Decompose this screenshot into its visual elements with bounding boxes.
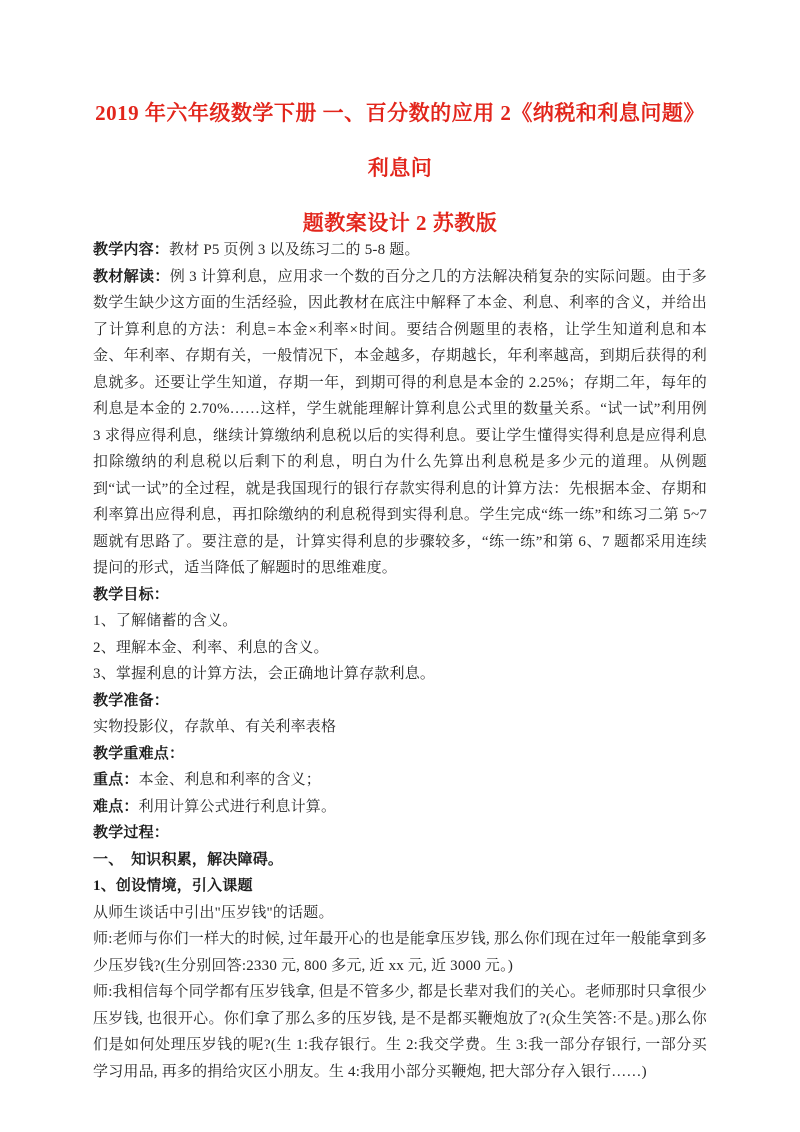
paragraph	[93, 741, 707, 768]
document-title	[93, 86, 707, 251]
paragraph-label: 教材解读：	[93, 268, 170, 285]
paragraph	[93, 979, 707, 1085]
title-line-2: 题教案设计 2 苏教版	[302, 211, 498, 235]
paragraph-label: 一、 知识积累，解决障碍。	[93, 851, 284, 868]
paragraph-label: 教学准备：	[93, 692, 170, 709]
title-line-1: 2019 年六年级数学下册 一、百分数的应用 2《纳税和利息问题》利息问	[95, 101, 705, 180]
paragraph	[93, 688, 707, 715]
paragraph	[93, 237, 707, 264]
paragraph	[93, 582, 707, 609]
paragraph-text: 教材 P5 页例 3 以及练习二的 5-8 题。	[169, 242, 420, 258]
paragraph	[93, 264, 707, 582]
paragraph-text: 1、了解储蓄的含义。	[93, 613, 238, 629]
paragraph	[93, 900, 707, 927]
paragraph-label: 重点：	[93, 772, 139, 788]
paragraph	[93, 635, 707, 662]
paragraph	[93, 608, 707, 635]
paragraph-text: 利用计算公式进行利息计算。	[138, 798, 337, 815]
paragraph	[93, 767, 707, 794]
paragraph-label: 教学过程：	[93, 825, 170, 841]
paragraph-text: 例 3 计算利息，应用求一个数的百分之几的方法解决稍复杂的实际问题。由于多数学生缺少这方面的生活经验，因此教材在底注中解释了本金、利息、利率的含义，并给出了计算利息的方法：利息=本金×利率×时间。要结合例题里的表格，让学生知道利息和本金、年利率、存期有关，一般情况下，本金越多，存期越长，年利率越高，到期后获得的利息就多。还要让学生知道，存期一年，到期可得的利息是本金的 2.25%；存期二年，每年的利息是本金的 2.70%……这样，学生就能理解计算利息公式里的数量关系。“试一试”利用例 3 求得应得利息，继续计算缴纳利息税以后的实得利息。要让学生懂得实得利息是应得利息扣除缴纳的利息税以后剩下的利息，明白为什么先算出利息税是多少元的道理。从例题到“试一试”的全过程，就是我国现行的银行存款实得利息的计算方法：先根据本金、存期和利率算出应得利息，再扣除缴纳的利息税得到实得利息。学生完成“练一练”和练习二第 5~7 题就有思路了。要注意的是，计算实得利息的步骤较多，“练一练”和第 6、7 题都采用连续提问的形式，适当降低了解题时的思维难度。	[93, 268, 707, 576]
paragraph-label: 难点：	[93, 798, 139, 815]
paragraph-text: 师:老师与你们一样大的时候, 过年最开心的也是能拿压岁钱, 那么你们现在过年一般能拿到多少压岁钱?(生分别回答:2330 元, 800 多元, 近 xx 元, 近 3000 元。)	[93, 931, 707, 974]
paragraph-text: 3、掌握利息的计算方法，会正确地计算存款利息。	[93, 666, 436, 682]
paragraph-text: 2、理解本金、利率、利息的含义。	[93, 639, 329, 656]
paragraph-text: 本金、利息和利率的含义；	[138, 772, 322, 788]
paragraph	[93, 794, 707, 821]
paragraph-label: 教学目标：	[93, 586, 170, 603]
paragraph	[93, 714, 707, 741]
document-body	[93, 237, 707, 1085]
paragraph-label: 1、创设情境，引入课题	[93, 878, 253, 894]
paragraph-label: 教学重难点：	[93, 745, 185, 762]
paragraph	[93, 661, 707, 688]
paragraph	[93, 926, 707, 979]
paragraph	[93, 873, 707, 900]
paragraph	[93, 820, 707, 847]
paragraph-label: 教学内容：	[93, 242, 170, 258]
paragraph	[93, 847, 707, 874]
paragraph-text: 师:我相信每个同学都有压岁钱拿, 但是不管多少, 都是长辈对我们的关心。老师那时只拿很少压岁钱, 也很开心。你们拿了那么多的压岁钱, 是不是都买鞭炮放了?(众生笑答:不是。)那么你们是如何处理压岁钱的呢?(生 1:我存银行。生 2:我交学费。生 3:我一部分存银行, 一部分买学习用品, 再多的捐给灾区小朋友。生 4:我用小部分买鞭炮, 把大部分存入银行……)	[93, 984, 707, 1080]
paragraph-text: 从师生谈话中引出"压岁钱"的话题。	[93, 904, 334, 921]
paragraph-text: 实物投影仪，存款单、有关利率表格	[93, 719, 337, 735]
